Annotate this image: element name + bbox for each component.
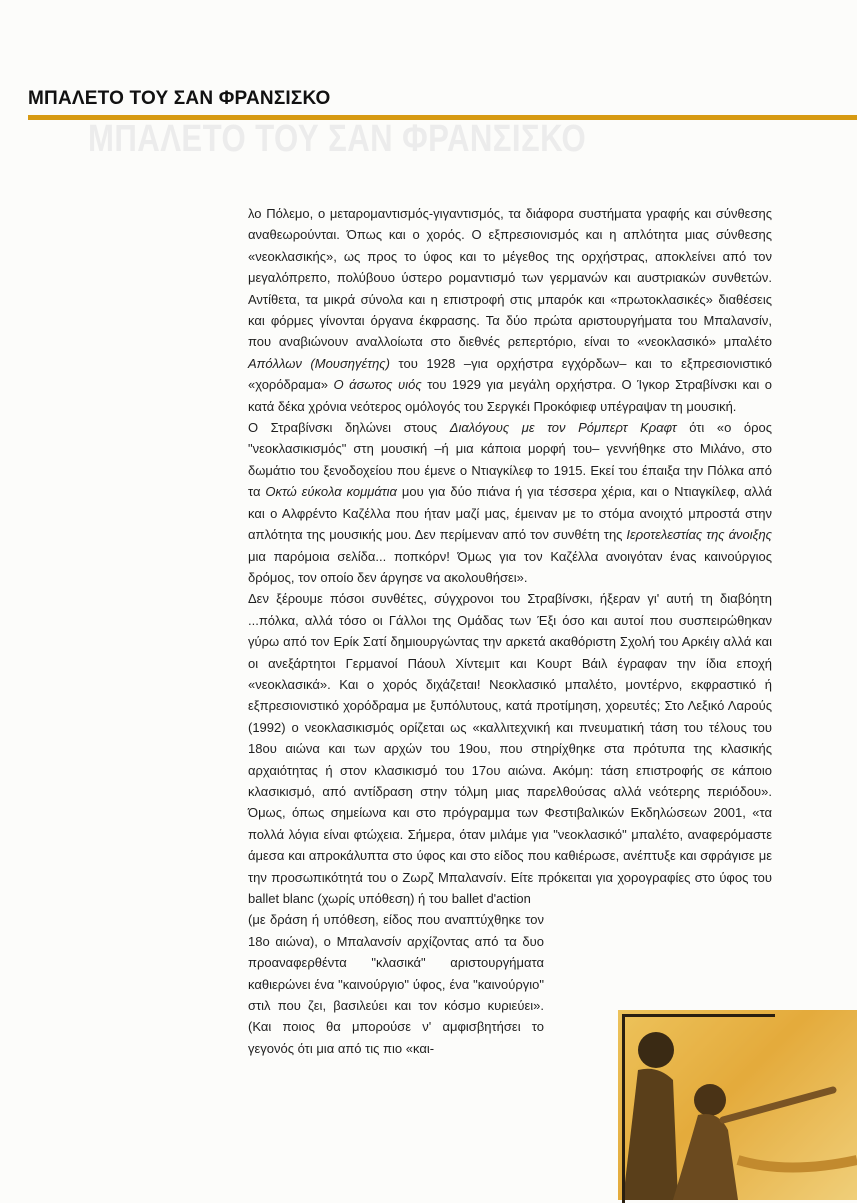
italic-title: Ο άσωτος υιός bbox=[333, 377, 422, 393]
italic-title: Ιεροτελεστίας της άνοιξης bbox=[626, 527, 772, 543]
italic-title: Διαλόγους με τον Ρόμπερτ Κραφτ bbox=[449, 420, 677, 436]
photo-frame bbox=[622, 1014, 775, 1203]
article-body bbox=[248, 203, 772, 1059]
italic-title: Απόλλων (Μουσηγέτης) bbox=[248, 355, 390, 371]
text-run: του 1928 –για ορχήστρα εγχόρδων– και το εξπρεσιονιστικό «χορόδραμα» bbox=[248, 355, 772, 393]
text-run: ότι «ο όρος "νεοκλασικισμός" στη μουσική –ή μια κάποια μορφή του– γεννήθηκε στο Μιλάνο, στο δωμάτιο του ξενοδοχείου που έμενε ο Ντιαγκίλεφ το 1915. Εκεί του έπαιξα την Πόλκα από τα bbox=[248, 420, 772, 500]
ghost-title: ΜΠΑΛΕΤΟ ΤΟΥ ΣΑΝ ΦΡΑΝΣΙΣΚΟ bbox=[88, 118, 587, 160]
paragraph-3: Δεν ξέρουμε πόσοι συνθέτες, σύγχρονοι του Στραβίνσκι, ήξεραν γι' αυτή τη διαβόητη ...πόλκα, αλλά τόσο οι Γάλλοι της Ομάδας των Έξι όσο και αυτοί που συσπειρώθηκαν γύρω από τον Ερίκ Σατί δημιουργώντας την αρκετά ακαθόριστη Σχολή του Αρκέιγ αλλά και οι ανεξάρτητοι Γερμανοί Πάουλ Χίντεμιτ και Κουρτ Βάιλ έγραφαν την ίδια εποχή «νεοκλασικά». Και ο χορός διχάζεται! Νεοκλασικό μπαλέτο, μοντέρνο, εκφραστικό ή εξπρεσιονιστικό χορόδραμα με ξυπόλυτους, κατά προτίμηση, χορευτές; Στο Λεξικό Λαρούς (1992) ο νεοκλασικισμός ορίζεται ως «καλλιτεχνική και πνευματική τάση του τέλους του 18ου αιώνα και των αρχών του 19ου, που στηρίχθηκε στα πρότυπα της κλασικής αρχαιότητας ή στον κλασικισμό του 17ου αιώνα. Ακόμη: τάση επιστροφής σε κάποιο κλασικισμό, από αντίδραση στην τόλμη μιας παρελθούσας αλλά νεότερης περιόδου». Όμως, όπως σημείωνα και στο πρόγραμμα των Φεστιβαλικών Εκδηλώσεων 2001, «τα πολλά λόγια είναι φτώχεια. Σήμερα, όταν μιλάμε για "νεοκλασικό" μπαλέτο, αναφερόμαστε άμεσα και απροκάλυπτα στο ύφος και στο είδος που καθιέρωσε, ανέπτυξε και σφράγισε με την προσωπικότητά του ο Ζωρζ Μπαλανσίν. Είτε πρόκειται για χορογραφίες στο ύφος του ballet blanc (χωρίς υπόθεση) ή του ballet d'action bbox=[248, 591, 772, 906]
text-run: μια παρόμοια σελίδα... ποπκόρν! Όμως για τον Καζέλλα ανοιγόταν ένας καινούργιος δρόμος, τον οποίο δεν άργησε να ακολουθήσει». bbox=[248, 548, 772, 585]
paragraph-4: (με δράση ή υπόθεση, είδος που αναπτύχθηκε τον 18ο αιώνα), ο Μπαλανσίν αρχίζοντας από τα δυο προαναφερθέντα "κλασικά" αριστουργήματα καθιερώνει ένα "καινούργιο" ύφος, ένα "καινούργιο" στιλ που ζει, βασιλεύει και τον κόσμο κυριεύει». (Και ποιος θα μπορούσε ν' αμφισβητήσει το γεγονός ότι μια από τις πιο «και- bbox=[248, 912, 544, 1056]
paragraph-2 bbox=[248, 417, 772, 588]
italic-title: Οκτώ εύκολα κομμάτια bbox=[265, 484, 397, 500]
text-run: Ο Στραβίνσκι δηλώνει στους bbox=[248, 420, 450, 436]
paragraph-1 bbox=[248, 203, 772, 417]
text-run: μου για δύο πιάνα ή για τέσσερα χέρια, και ο Ντιαγκίλεφ, αλλά και ο Αλφρέντο Καζέλλα που ήταν μαζί μας, έμειναν με το στόμα ανοιχτό μπροστά στην απλότητα της μουσικής μου. Δεν περίμεναν από τον συνθέτη της bbox=[248, 484, 772, 543]
text-run: του 1929 για μεγάλη ορχήστρα. Ο Ίγκορ Στραβίνσκι και ο κατά δέκα χρόνια νεότερος ομόλογός του Σεργκέι Προκόφιεφ υπέγραψαν τη μουσική. bbox=[248, 377, 772, 414]
text-run: λο Πόλεμο, ο μεταρομαντισμός-γιγαντισμός, τα διάφορα συστήματα γραφής και σύνθεσης αναθεωρούνται. Όπως και ο χορός. Ο εξπρεσιονισμός και η απλότητα μιας σύνθεσης «νεοκλασικής», ως προς το ύφος και το μέγεθος της ορχήστρας, αποκλείνει από τον μεγαλόπρεπο, πολύβουο ύστερο ρομαντισμό των γερμανών και αυστριακών συνθετών. Αντίθετα, τα μικρά σύνολα και η επιστροφή στις μπαρόκ και «πρωτοκλασικές» διαθέσεις και φόρμες γίνονται όργανα έκφρασης. Τα δύο πρώτα αριστουργήματα του Μπαλανσίν, που αναβιώνουν αναλλοίωτα στο διεθνές ρεπερτόριο, είναι το «νεοκλασικό» μπαλέτο bbox=[248, 206, 772, 350]
page-header-title: ΜΠΑΛΕΤΟ ΤΟΥ ΣΑΝ ΦΡΑΝΣΙΣΚΟ bbox=[28, 88, 331, 109]
